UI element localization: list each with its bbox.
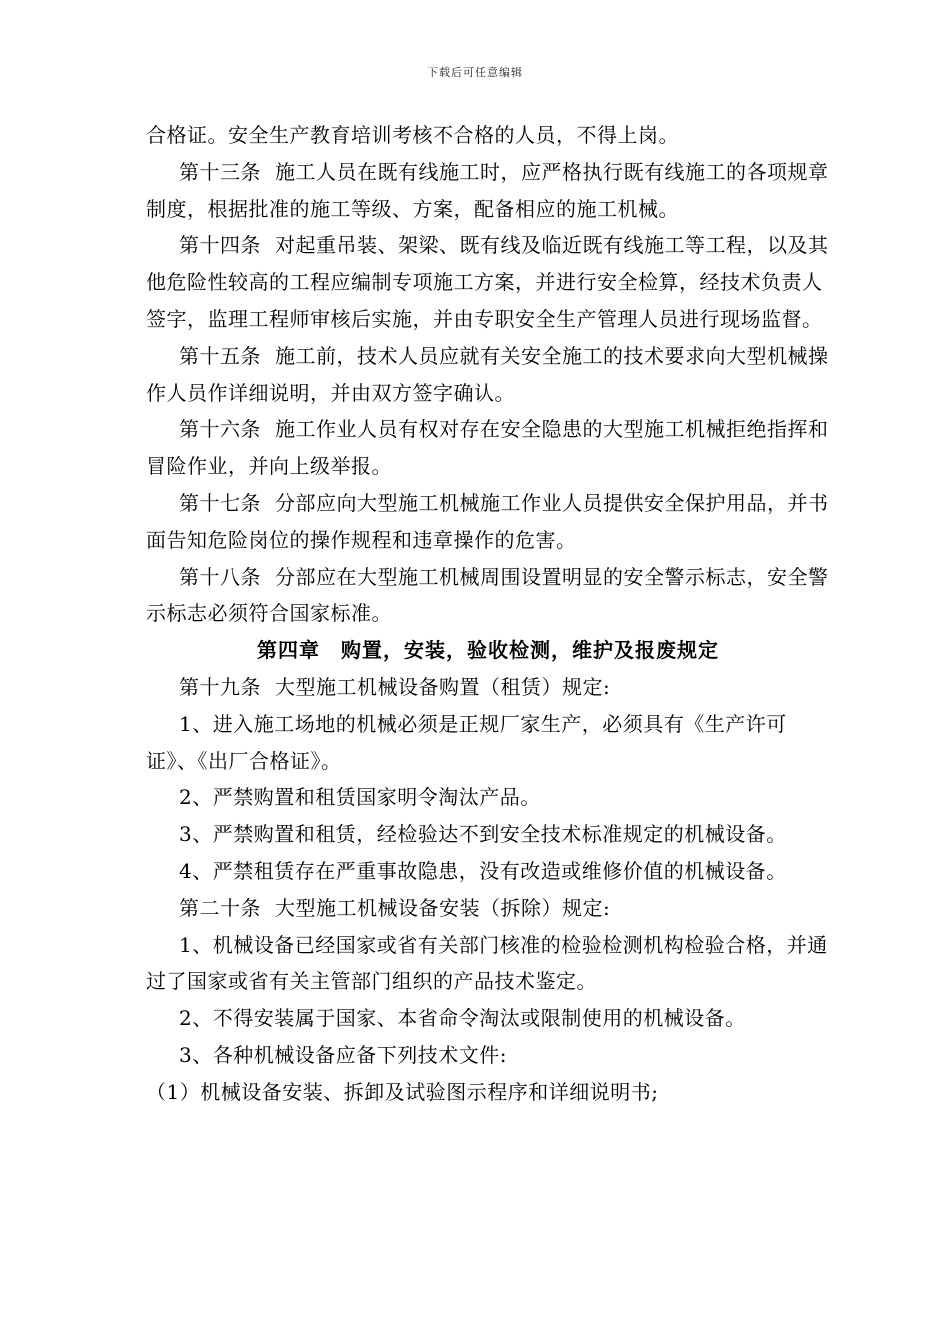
paragraph-text: 1、进入施工场地的机械必须是正规厂家生产，必须具有《生产许可证》、《出厂合格证》。 [146,711,787,773]
paragraph [146,227,830,337]
article-number: 第十四条 [179,233,261,258]
paragraph-text: 2、不得安装属于国家、本省命令淘汰或限制使用的机械设备。 [179,1006,746,1031]
paragraph-text: 合格证。安全生产教育培训考核不合格的人员，不得上岗。 [146,123,679,147]
paragraph [146,706,830,780]
paragraph-text: 分部应在大型施工机械周围设置明显的安全警示标志，安全警示标志必须符合国家标准。 [146,564,829,626]
paragraph-text: 4、严禁租赁存在严重事故隐患，没有改造或维修价值的机械设备。 [179,858,787,883]
section-paragraphs-2 [146,669,830,1111]
paragraph [146,1000,830,1037]
chapter-title: 第四章 购置，安装，验收检测，维护及报废规定 [257,638,719,663]
paragraph-text: 对起重吊装、架梁、既有线及临近既有线施工等工程，以及其他危险性较高的工程应编制专项施工方案，并进行安全检算，经技术负责人签字，监理工程师审核后实施，并由专职安全生产管理人员进行现场监督。 [146,233,829,331]
paragraph-text: 2、严禁购置和租赁国家明令淘汰产品。 [179,785,541,810]
article-number: 第十五条 [179,343,261,368]
paragraph [146,779,830,816]
paragraph [146,927,830,1001]
paragraph [146,853,830,890]
paragraph [146,1074,830,1111]
paragraph [146,669,830,706]
paragraph-text: 分部应向大型施工机械施工作业人员提供安全保护用品，并书面告知危险岗位的操作规程和违章操作的危害。 [146,490,829,552]
paragraph [146,559,830,633]
article-number: 第十七条 [179,490,261,515]
article-number: 第十九条 [179,674,261,699]
article-number: 第十八条 [179,564,261,589]
paragraph-text: 1、机械设备已经国家或省有关部门核准的检验检测机构检验合格，并通过了国家或省有关主管部门组织的产品技术鉴定。 [146,932,828,994]
paragraph [146,816,830,853]
document-body [146,117,830,1111]
page-header [0,64,950,80]
paragraph [146,1037,830,1074]
paragraph [146,485,830,559]
paragraph [146,117,830,154]
paragraph-text: 大型施工机械设备购置（租赁）规定: [275,674,611,699]
paragraph [146,411,830,485]
paragraph-text: 施工前，技术人员应就有关安全施工的技术要求向大型机械操作人员作详细说明，并由双方签字确认。 [146,343,829,405]
paragraph [146,890,830,927]
paragraph-text: 施工人员在既有线施工时，应严格执行既有线施工的各项规章制度，根据批准的施工等级、方案，配备相应的施工机械。 [146,159,829,221]
header-note: 下载后可任意编辑 [427,66,523,79]
paragraph-text: 3、各种机械设备应备下列技术文件: [179,1042,507,1067]
article-number: 第二十条 [179,895,261,920]
paragraph [146,154,830,228]
paragraph [146,338,830,412]
paragraph-text: 施工作业人员有权对存在安全隐患的大型施工机械拒绝指挥和冒险作业，并向上级举报。 [146,417,829,479]
paragraph-text: （1）机械设备安装、拆卸及试验图示程序和详细说明书; [146,1079,659,1104]
article-number: 第十六条 [179,417,261,442]
paragraph-text: 3、严禁购置和租赁，经检验达不到安全技术标准规定的机械设备。 [179,822,787,847]
section-paragraphs-1 [146,117,830,632]
paragraph-text: 大型施工机械设备安装（拆除）规定: [275,895,611,920]
article-number: 第十三条 [179,159,261,184]
